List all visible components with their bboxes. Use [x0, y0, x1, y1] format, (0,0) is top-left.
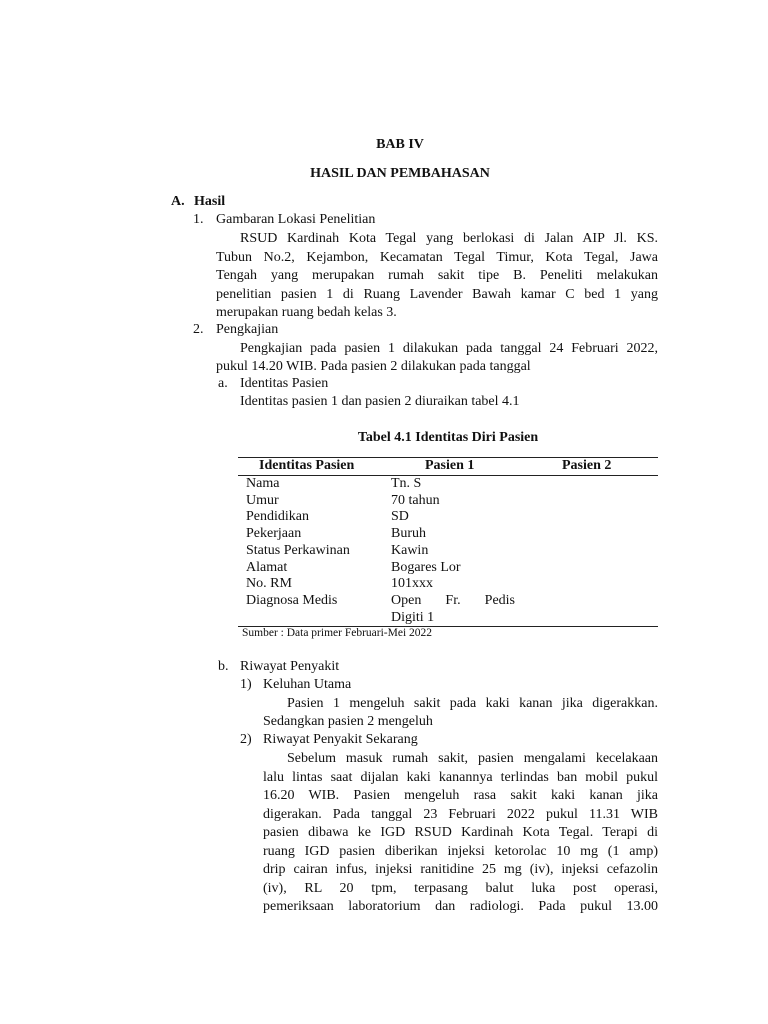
chapter-title: BAB IV [376, 137, 424, 152]
riwayat-line-6: drip cairan infus, injeksi ranitidine 25 mg (iv), injeksi cefazolin [263, 862, 658, 877]
riwayat-line-7: (iv), RL 20 tpm, terpasang balut luka post operasi, [263, 880, 658, 896]
sub-a-title: Identitas Pasien [240, 376, 329, 391]
table-header-rule [238, 475, 658, 476]
riwayat-line-4: pasien dibawa ke IGD RSUD Kardinah Kota Tegal. Terapi di [263, 825, 658, 840]
table-cell-value: 70 tahun [391, 492, 440, 508]
table-cell-value: Bogares Lor [391, 559, 461, 575]
table-cell-label: Pekerjaan [246, 526, 302, 542]
riwayat-line-2: 16.20 WIB. Pasien mengeluh rasa sakit kaki kanan jika [263, 788, 658, 803]
table-cell-value: Tn. S [391, 476, 422, 491]
table-cell-value: 101xxx [391, 576, 433, 592]
item2-line-1: pukul 14.20 WIB. Pada pasien 2 dilakukan pada tanggal [216, 359, 531, 374]
chapter-subtitle: HASIL DAN PEMBAHASAN [310, 166, 490, 181]
riwayat-line-0: Sebelum masuk rumah sakit, pasien mengalami kecelakaan [287, 751, 658, 766]
table-cell-value: Kawin [391, 542, 429, 558]
table-cell-value: Buruh [391, 526, 426, 542]
item2-title: Pengkajian [216, 322, 279, 337]
sub-a-label: a. [218, 376, 228, 391]
table-header-pasien-2: Pasien 2 [562, 458, 612, 473]
table-header-pasien-1: Pasien 1 [425, 458, 475, 473]
table-cell-label: Nama [246, 476, 280, 491]
table-cell-label: Pendidikan [246, 509, 309, 525]
riwayat-line-1: lalu lintas saat dijalan kaki kanannya terlindas ban mobil pukul [263, 769, 658, 785]
item1-line-1: Tubun No.2, Kejambon, Kecamatan Tegal Timur, Kota Tegal, Jawa [216, 249, 658, 265]
table-cell-value-continued: Digiti 1 [391, 609, 435, 625]
keluhan-line-0: Pasien 1 mengeluh sakit pada kaki kanan jika digerakkan. [287, 696, 658, 711]
item1-line-2: Tengah yang merupakan rumah sakit tipe B. Peneliti melakukan [216, 268, 658, 283]
section-a-title: Hasil [194, 194, 226, 209]
sub-b-label: b. [218, 659, 229, 674]
table-header-identitas: Identitas Pasien [259, 458, 355, 473]
item1-title: Gambaran Lokasi Penelitian [216, 212, 376, 227]
riwayat-line-8: pemeriksaan laboratorium dan radiologi. Pada pukul 13.00 [263, 899, 658, 914]
keluhan-line-1: Sedangkan pasien 2 mengeluh [263, 714, 433, 729]
table-caption: Tabel 4.1 Identitas Diri Pasien [357, 430, 539, 445]
table-cell-label: No. RM [246, 576, 292, 592]
table-source-note: Sumber : Data primer Februari-Mei 2022 [242, 627, 433, 639]
item1-line-3: penelitian pasien 1 di Ruang Lavender Bawah kamar C bed 1 yang [216, 286, 658, 302]
riwayat-title: Riwayat Penyakit Sekarang [263, 732, 418, 747]
riwayat-line-3: digerakan. Pada tanggal 23 Februari 2022 pukul 11.31 WIB [263, 806, 658, 822]
item1-line-4: merupakan ruang bedah kelas 3. [216, 305, 397, 320]
item1-number: 1. [193, 212, 204, 227]
table-cell-label: Umur [246, 492, 279, 508]
keluhan-title: Keluhan Utama [263, 677, 352, 692]
keluhan-number: 1) [240, 677, 252, 692]
riwayat-number: 2) [240, 732, 252, 747]
sub-a-text: Identitas pasien 1 dan pasien 2 diuraikan tabel 4.1 [240, 394, 520, 409]
item2-number: 2. [193, 322, 204, 337]
table-cell-value: SD [391, 509, 409, 525]
section-a-label: A. [171, 194, 185, 209]
table-cell-label: Alamat [246, 559, 288, 575]
item2-line-0: Pengkajian pada pasien 1 dilakukan pada tanggal 24 Februari 2022, [240, 341, 658, 356]
table-cell-label: Status Perkawinan [246, 542, 350, 558]
sub-b-title: Riwayat Penyakit [240, 659, 340, 674]
item1-line-0: RSUD Kardinah Kota Tegal yang berlokasi di Jalan AIP Jl. KS. [240, 231, 658, 246]
table-cell-value: Open Fr. Pedis [391, 592, 515, 608]
riwayat-line-5: ruang IGD pasien diberikan injeksi ketorolac 10 mg (1 amp) [263, 843, 658, 859]
table-cell-label: Diagnosa Medis [246, 592, 338, 608]
